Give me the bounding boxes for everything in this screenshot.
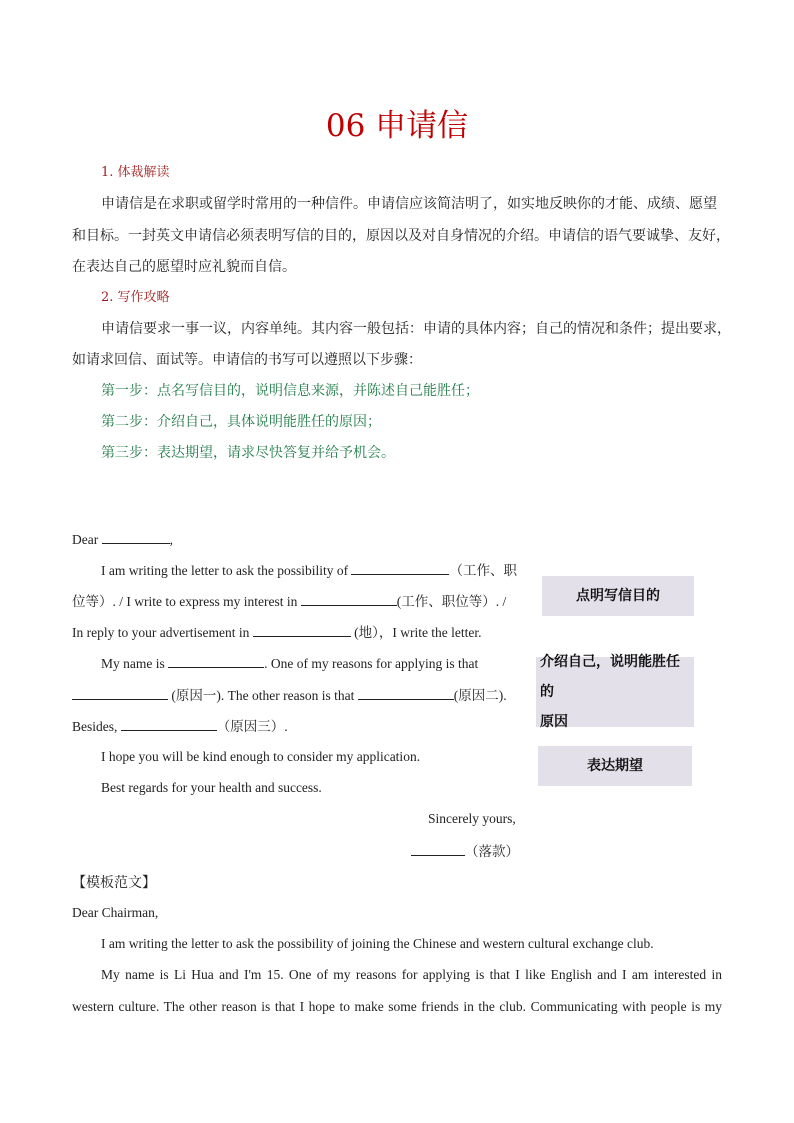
template-text: (原因二). (453, 688, 507, 703)
sample-paragraph-1: I am writing the letter to ask the possibility of joining the Chinese and western cultural exchange club. (101, 936, 654, 951)
section1-line-2: 和目标。一封英文申请信必须表明写信的目的，原因以及对自身情况的介绍。申请信的语气要诚挚、友好， (72, 228, 730, 244)
blank-line (351, 560, 449, 575)
step-3: 第三步：表达期望，请求尽快答复并给予机会。 (101, 445, 395, 461)
template-text: In reply to your advertisement in (72, 625, 250, 640)
section2-line-2: 如请求回信、面试等。申请信的书写可以遵照以下步骤： (72, 352, 422, 368)
page-title: 06 申请信 (325, 108, 469, 144)
blank-line (358, 685, 454, 700)
section2-heading: 2. 写作攻略 (101, 290, 170, 305)
template-line-8: Best regards for your health and success. (101, 780, 322, 795)
section1-line-3: 在表达自己的愿望时应礼貌而自信。 (72, 259, 296, 275)
note-expectation: 表达期望 (538, 746, 692, 786)
template-signature (411, 841, 519, 862)
note-purpose: 点明写信目的 (542, 576, 694, 616)
sample-heading: 【模板范文】 (72, 875, 156, 891)
template-text: (工作、职位等）. / (396, 594, 507, 609)
template-text: My name is (101, 656, 165, 671)
section1-line-1: 申请信是在求职或留学时常用的一种信件。申请信应该简洁明了，如实地反映你的才能、成绩、愿望 (101, 196, 717, 212)
template-text: Besides, (72, 719, 118, 734)
blank-line (121, 716, 217, 731)
template-line-5 (72, 685, 507, 706)
template-line-2 (72, 591, 506, 612)
sample-paragraph-2-line-2: western culture. The other reason is that I hope to make some friends in the club. Communicating with people is my (72, 999, 722, 1014)
template-text: （原因三）. (216, 719, 288, 734)
sample-paragraph-2-line-1: My name is Li Hua and I'm 15. One of my reasons for applying is that I like English and I am interested in (101, 967, 722, 982)
template-line-7: I hope you will be kind enough to consider my application. (101, 749, 421, 764)
blank-line (411, 841, 465, 856)
step-2: 第二步：介绍自己，具体说明能胜任的原因； (101, 414, 381, 430)
dear-comma: , (169, 532, 173, 547)
dear-label: Dear (72, 532, 99, 547)
section2-line-1: 申请信要求一事一议，内容单纯。其内容一般包括：申请的具体内容；自己的情况和条件；提出要求， (101, 321, 731, 337)
template-line-4 (101, 653, 478, 674)
blank-line (253, 622, 351, 637)
step-1: 第一步：点名写信目的，说明信息来源，并陈述自己能胜任； (101, 383, 479, 399)
template-text: (地），I write the letter. (354, 625, 482, 640)
blank-line (301, 591, 397, 606)
note-introduce (536, 654, 694, 730)
sample-greeting: Dear Chairman, (72, 905, 159, 920)
template-text: （工作、职 (449, 563, 517, 578)
template-line-6 (72, 716, 288, 737)
template-closing: Sincerely yours, (428, 811, 516, 826)
blank-line (72, 685, 168, 700)
template-line-3 (72, 622, 482, 643)
template-line-1 (101, 560, 517, 581)
section1-heading: 1. 体裁解读 (101, 165, 170, 180)
template-text: （落款） (465, 844, 519, 859)
template-text: I am writing the letter to ask the possibility of (101, 563, 349, 578)
blank-line (102, 529, 170, 544)
template-text: (原因一). The other reason is that (171, 688, 355, 703)
note-introduce-line-2: 原因 (540, 714, 568, 730)
template-greeting (72, 529, 173, 550)
blank-line (168, 653, 264, 668)
template-text: . One of my reasons for applying is that (264, 656, 479, 671)
note-introduce-line-1: 介绍自己，说明能胜任的 (540, 654, 680, 700)
template-text: 位等）. / I write to express my interest in (72, 594, 298, 609)
